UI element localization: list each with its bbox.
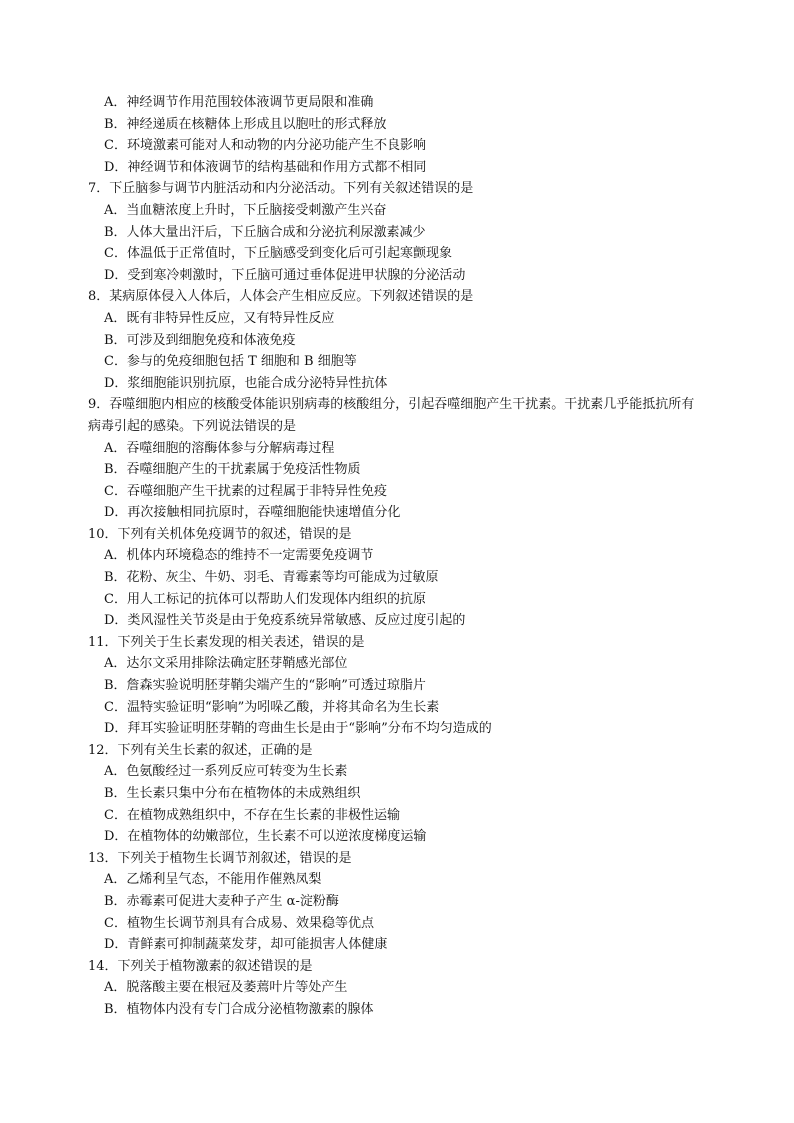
answer-option: D．在植物体的幼嫩部位，生长素不可以逆浓度梯度运输 [104,829,427,845]
question-stem: 14．下列关于植物激素的叙述错误的是 [88,958,313,974]
question-stem: 8．某病原体侵入人体后，人体会产生相应反应。下列叙述错误的是 [88,289,474,305]
answer-option: A．当血糖浓度上升时，下丘脑接受刺激产生兴奋 [104,202,387,218]
answer-option: B．吞噬细胞产生的干扰素属于免疫活性物质 [104,462,361,478]
answer-option: D．受到寒冷刺激时，下丘脑可通过垂体促进甲状腺的分泌活动 [104,267,466,283]
answer-option: D．再次接触相同抗原时，吞噬细胞能快速增值分化 [104,505,401,521]
answer-option: C．体温低于正常值时，下丘脑感受到变化后可引起寒颤现象 [104,246,452,262]
question-stem: 13．下列关于植物生长调节剂叙述，错误的是 [88,850,352,866]
answer-option: B．人体大量出汗后，下丘脑合成和分泌抗利尿激素减少 [104,224,426,240]
answer-option: C．用人工标记的抗体可以帮助人们发现体内组织的抗原 [104,591,426,607]
answer-option: D．类风湿性关节炎是由于免疫系统异常敏感、反应过度引起的 [104,613,466,629]
answer-option: C．温特实验证明“影响”为吲哚乙酸，并将其命名为生长素 [104,699,440,715]
exam-page [0,92,794,1021]
question-stem: 12．下列有关生长素的叙述，正确的是 [88,742,313,758]
answer-option: A．达尔文采用排除法确定胚芽鞘感光部位 [104,656,348,672]
question-stem-continued: 病毒引起的感染。下列说法错误的是 [88,418,297,434]
answer-option: B．神经递质在核糖体上形成且以胞吐的形式释放 [104,116,387,132]
answer-option: B．生长素只集中分布在植物体的未成熟组织 [104,786,361,801]
question-stem: 7．下丘脑参与调节内脏活动和内分泌活动。下列有关叙述错误的是 [88,181,474,197]
answer-option: A．脱落酸主要在根冠及萎蔫叶片等处产生 [104,980,348,996]
answer-option: A．乙烯利呈气态，不能用作催熟凤梨 [104,872,322,888]
answer-option: B．詹森实验说明胚芽鞘尖端产生的“影响”可透过琼脂片 [104,678,426,694]
question-stem: 10．下列有关机体免疫调节的叙述，错误的是 [88,526,352,542]
answer-option: C．在植物成熟组织中，不存在生长素的非极性运输 [104,807,400,823]
question-stem: 9．吞噬细胞内相应的核酸受体能识别病毒的核酸组分，引起吞噬细胞产生干扰素。干扰素几乎能抵抗所有 [88,397,695,413]
answer-option: D．神经调节和体液调节的结构基础和作用方式都不相同 [104,159,427,175]
answer-option: B．可涉及到细胞免疫和体液免疫 [104,332,296,348]
answer-option: A．既有非特异性反应，又有特异性反应 [104,310,335,326]
answer-option: A．神经调节作用范围较体液调节更局限和准确 [104,95,374,110]
answer-option: D．青鲜素可抑制蔬菜发芽，却可能损害人体健康 [104,937,388,953]
answer-option: A．吞噬细胞的溶酶体参与分解病毒过程 [104,440,335,456]
answer-option: B．花粉、灰尘、牛奶、羽毛、青霉素等均可能成为过敏原 [104,570,439,586]
answer-option: A．机体内环境稳态的维持不一定需要免疫调节 [104,548,374,564]
answer-option: B．植物体内没有专门合成分泌植物激素的腺体 [104,1001,374,1017]
answer-option: C．参与的免疫细胞包括 T 细胞和 B 细胞等 [104,354,357,370]
answer-option: A．色氨酸经过一系列反应可转变为生长素 [104,764,348,780]
answer-option: B．赤霉素可促进大麦种子产生 α-淀粉酶 [104,893,339,909]
answer-option: C．环境激素可能对人和动物的内分泌功能产生不良影响 [104,138,426,154]
answer-option: C．植物生长调节剂具有合成易、效果稳等优点 [104,915,374,931]
answer-option: D．拜耳实验证明胚芽鞘的弯曲生长是由于“影响”分布不均匀造成的 [104,721,492,737]
answer-option: C．吞噬细胞产生干扰素的过程属于非特异性免疫 [104,483,387,499]
question-stem: 11．下列关于生长素发现的相关表述，错误的是 [88,634,365,650]
answer-option: D．浆细胞能识别抗原，也能合成分泌特异性抗体 [104,375,388,391]
